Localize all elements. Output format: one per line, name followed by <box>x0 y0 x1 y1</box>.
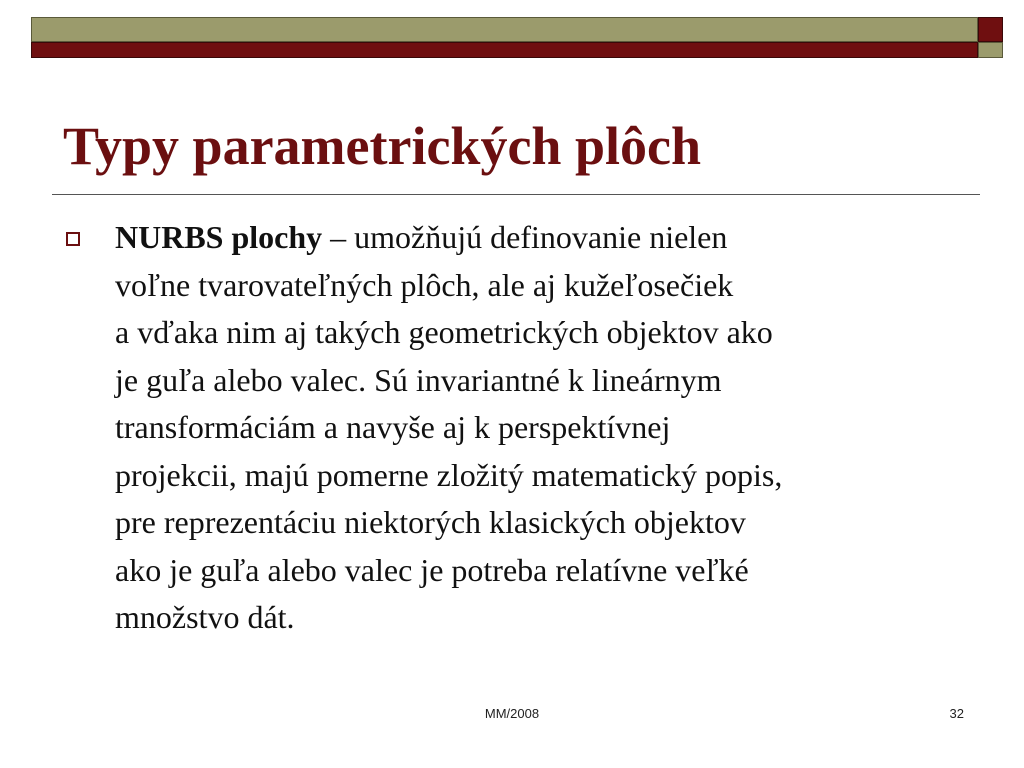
bullet-line: je guľa alebo valec. Sú invariantné k lineárnym <box>115 361 722 398</box>
hollow-square-bullet-icon <box>66 232 80 246</box>
bullet-line: pre reprezentáciu niektorých klasických objektov <box>115 504 746 540</box>
footer-label: MM/2008 <box>484 706 540 721</box>
bullet-line: ako je guľa alebo valec je potreba relatívne veľké <box>115 551 749 588</box>
page-number: 32 <box>949 706 964 721</box>
slide-title: Typy parametrických plôch <box>63 116 701 176</box>
bullet-text <box>115 214 965 642</box>
bullet-line: projekcii, majú pomerne zložitý matematický popis, <box>115 456 783 493</box>
bullet-line: transformáciám a navyše aj k perspektívnej <box>115 409 671 445</box>
bullet-line: – umožňujú definovanie nielen <box>322 219 728 255</box>
header-square-maroon <box>978 17 1003 42</box>
title-divider <box>52 194 980 195</box>
header-square-olive <box>978 42 1003 58</box>
bullet-line: množstvo dát. <box>115 599 295 635</box>
bullet-term: NURBS plochy <box>115 219 323 255</box>
header-bar-maroon <box>31 42 978 58</box>
bullet-line: voľne tvarovateľných plôch, ale aj kužeľosečiek <box>115 266 734 303</box>
bullet-line: a vďaka nim aj takých geometrických objektov ako <box>115 314 773 350</box>
header-bar-olive <box>31 17 978 42</box>
